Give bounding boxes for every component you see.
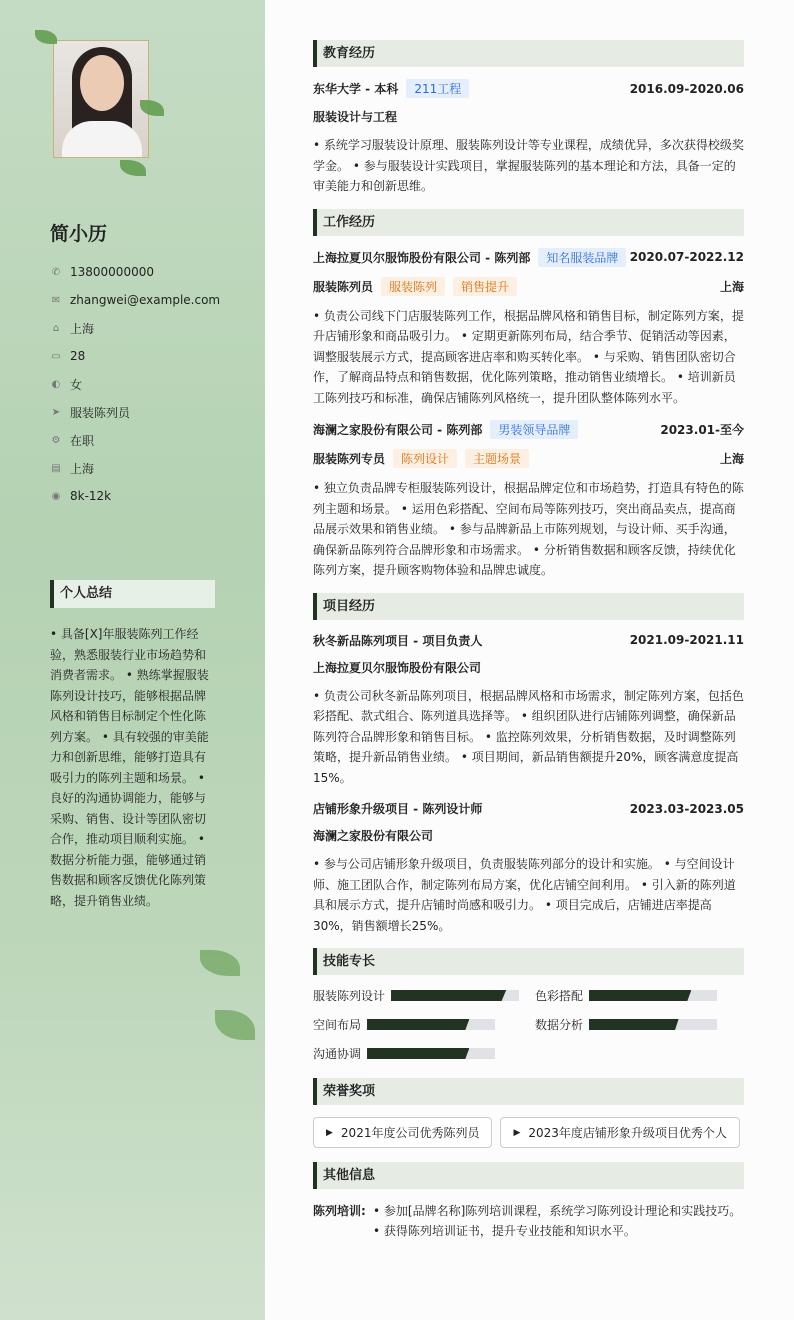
info-row <box>50 314 220 342</box>
projects-heading: 项目经历 <box>313 593 744 620</box>
candidate-name: 简小历 <box>50 223 108 245</box>
main-content <box>313 40 744 1241</box>
summary-heading: 个人总结 <box>50 580 215 608</box>
role-tag: 服装陈列 <box>381 277 445 296</box>
work-date: 2020.07-2022.12 <box>629 250 744 264</box>
role-tag: 主题场景 <box>465 449 529 468</box>
info-text: 8k-12k <box>70 489 112 503</box>
skills-heading: 技能专长 <box>313 948 744 975</box>
skill-bar <box>367 1019 495 1030</box>
skill-name: 服装陈列设计 <box>313 989 386 1003</box>
project-desc: • 负责公司秋冬新品陈列项目，根据品牌风格和市场需求，制定陈列方案，包括色彩搭配、款式组合、陈列道具选择等。 • 组织团队进行店铺陈列调整，确保新品陈列符合品牌形象和销售目标。 • 监控陈列效果，分析销售数据，及时调整陈列策略，提升新品销售业绩。 • 项目期间，新品销售额提升20%，顾客满意度提高15%。 <box>313 688 744 785</box>
project-date: 2023.03-2023.05 <box>629 801 744 816</box>
skill-item <box>535 987 744 1004</box>
info-text: 在职 <box>70 433 95 448</box>
age-icon: ▭ <box>51 350 61 362</box>
company-tag: 男装领导品牌 <box>490 420 578 439</box>
leaf-decoration <box>215 1010 255 1040</box>
city-icon: ▤ <box>51 462 61 474</box>
info-row <box>50 370 220 398</box>
info-text: 上海 <box>70 461 95 476</box>
skill-item <box>313 1016 535 1033</box>
skill-name: 空间布局 <box>313 1018 362 1032</box>
sidebar <box>0 0 265 1320</box>
company: 海澜之家股份有限公司 - 陈列部 <box>313 423 483 437</box>
info-text: 28 <box>70 349 86 363</box>
skill-item <box>535 1016 744 1033</box>
skill-bar-fill <box>589 1019 679 1030</box>
project-item <box>313 800 744 936</box>
skill-bar <box>391 990 519 1001</box>
skill-bar-fill <box>367 1048 469 1059</box>
leaf-decoration <box>200 950 240 976</box>
info-row <box>50 342 220 370</box>
project-date: 2021.09-2021.11 <box>629 633 744 647</box>
edu-date: 2016.09-2020.06 <box>629 81 744 96</box>
info-row <box>50 398 220 426</box>
project-item <box>313 632 744 789</box>
skill-name: 数据分析 <box>535 1018 584 1032</box>
info-text: 上海 <box>70 321 95 336</box>
company-tag: 知名服装品牌 <box>538 248 626 267</box>
school: 东华大学 - 本科 <box>313 82 399 96</box>
project-org: 上海拉夏贝尔服饰股份有限公司 <box>313 660 482 675</box>
work-desc: • 负责公司线下门店服装陈列工作，根据品牌风格和销售目标，制定陈列方案，提升店铺形象和商品吸引力。 • 定期更新陈列布局，结合季节、促销活动等因素，调整服装展示方式，提高顾客进店率和购买转化率。 • 与采购、销售团队密切合作，了解商品特点和销售数据，优化陈列策略，推动销售业绩增长。 • 培训新员工陈列技巧和标准，确保店铺陈列风格统一，提升团队整体陈列水平。 <box>313 308 744 405</box>
skill-bar-fill <box>589 990 691 1001</box>
project-desc: • 参与公司店铺形象升级项目，负责服装陈列部分的设计和实施。 • 与空间设计师、施工团队合作，制定陈列布局方案，优化店铺空间利用。 • 引入新的陈列道具和展示方式，提升店铺时尚感和吸引力。 • 项目完成后，店铺进店率提高30%，销售额增长25%。 <box>313 857 736 933</box>
work-item <box>313 248 744 409</box>
info-text: zhangwei@example.com <box>70 293 221 307</box>
other-line: • 获得陈列培训证书，提升专业技能和知识水平。 <box>373 1224 636 1238</box>
work-heading: 工作经历 <box>313 209 744 236</box>
gender-icon: ◐ <box>51 378 61 390</box>
mail-icon: ✉ <box>51 294 61 306</box>
info-row <box>50 258 220 286</box>
awards-heading: 荣誉奖项 <box>313 1078 744 1105</box>
skill-bar <box>589 990 717 1001</box>
role: 服装陈列员 <box>313 279 374 294</box>
skill-item <box>313 987 535 1004</box>
skill-bar-fill <box>367 1019 469 1030</box>
phone-icon: ✆ <box>51 266 61 278</box>
company: 上海拉夏贝尔服饰股份有限公司 - 陈列部 <box>313 250 531 265</box>
salary-icon: ◉ <box>51 490 61 502</box>
role-tag: 销售提升 <box>453 277 517 296</box>
work-city: 上海 <box>719 452 744 466</box>
award-item <box>313 1117 492 1148</box>
info-text: 服装陈列员 <box>70 405 131 420</box>
award-text: 2023年度店铺形象升级项目优秀个人 <box>528 1126 727 1140</box>
avatar-photo <box>53 40 149 158</box>
skill-name: 沟通协调 <box>313 1047 362 1061</box>
skill-bar-fill <box>391 990 506 1001</box>
school-tag: 211工程 <box>406 79 469 98</box>
project-org: 海澜之家股份有限公司 <box>313 829 434 843</box>
role-tag: 陈列设计 <box>393 449 457 468</box>
skill-item <box>313 1045 535 1062</box>
summary-text: • 具备[X]年服装陈列工作经验，熟悉服装行业市场趋势和消费者需求。 • 熟练掌握服装陈列设计技巧，能够根据品牌风格和销售目标制定个性化陈列方案。 • 具有较强的审美能力和创新思维，能够打造具有吸引力的陈列主题和场景。 • 良好的沟通协调能力，能够与采购、销售、设计等团队密切合作，推动项目顺利实施。 • 数据分析能力强，能够通过销售数据和顾客反馈优化陈列策略，提升销售业绩。 <box>50 627 209 908</box>
skill-name: 色彩搭配 <box>535 989 584 1003</box>
play-icon: ▶ <box>513 1127 521 1138</box>
info-row <box>50 426 220 454</box>
play-icon: ▶ <box>326 1127 333 1138</box>
info-text: 女 <box>70 377 83 392</box>
send-icon: ➤ <box>51 406 61 418</box>
edu-desc: • 系统学习服装设计原理、服装陈列设计等专业课程，成绩优异，多次获得校级奖学金。 • 参与服装设计实践项目，掌握服装陈列的基本理论和方法，具备一定的审美能力和创新思维。 <box>313 138 744 193</box>
work-date: 2023.01-至今 <box>660 423 744 437</box>
work-city: 上海 <box>719 279 744 294</box>
other-line: • 参加[品牌名称]陈列培训课程，系统学习陈列设计理论和实践技巧。 <box>373 1204 742 1218</box>
role: 服装陈列专员 <box>313 452 386 466</box>
info-row <box>50 454 220 482</box>
other-label: 陈列培训: <box>313 1204 366 1218</box>
leaf-decoration <box>35 30 57 44</box>
skill-bar <box>367 1048 495 1059</box>
leaf-decoration <box>120 160 146 176</box>
award-text: 2021年度公司优秀陈列员 <box>340 1126 480 1140</box>
other-heading: 其他信息 <box>313 1162 744 1189</box>
major: 服装设计与工程 <box>313 110 398 124</box>
info-text: 13800000000 <box>70 265 154 279</box>
info-row <box>50 286 220 314</box>
project-name: 店铺形象升级项目 - 陈列设计师 <box>313 802 483 816</box>
education-heading: 教育经历 <box>313 40 744 67</box>
work-item <box>313 420 744 581</box>
skill-bar <box>589 1019 717 1030</box>
award-item <box>500 1117 739 1148</box>
work-desc: • 独立负责品牌专柜服装陈列设计，根据品牌定位和市场趋势，打造具有特色的陈列主题和场景。 • 运用色彩搭配、空间布局等陈列技巧，突出商品卖点，提高商品展示效果和销售业绩。 • 参与品牌新品上市陈列规划，与设计师、买手沟通，确保新品陈列符合品牌形象和市场需求。 • 分析销售数据和顾客反馈，持续优化陈列方案，提升顾客购物体验和品牌忠诚度。 <box>313 481 744 577</box>
project-name: 秋冬新品陈列项目 - 项目负责人 <box>313 633 483 648</box>
status-icon: ⚙ <box>51 434 61 446</box>
contact-info <box>50 258 220 510</box>
info-row <box>50 482 220 510</box>
home-icon: ⌂ <box>52 322 60 334</box>
